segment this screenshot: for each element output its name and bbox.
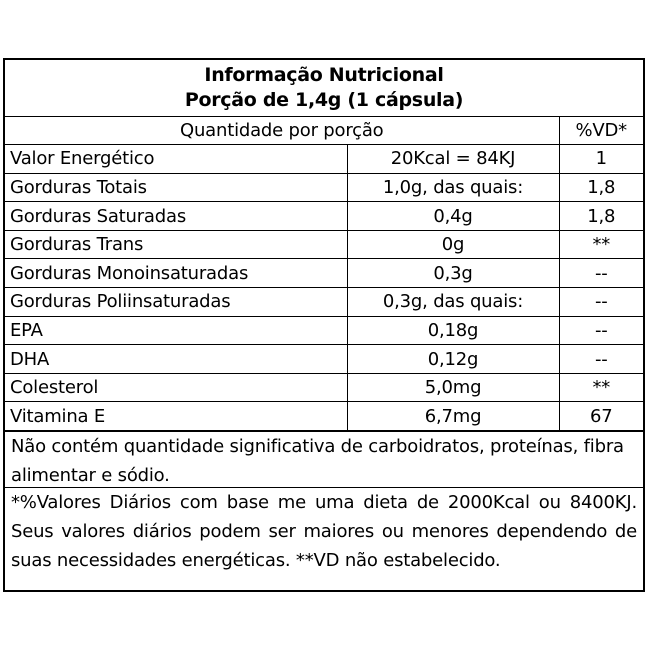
table-row [5,288,643,317]
nutrient-daily-value: ** [559,230,643,259]
nutrient-daily-value: -- [559,288,643,317]
label-header [5,60,643,117]
nutrient-name: Gorduras Poliinsaturadas [5,288,347,317]
table-row [5,230,643,259]
nutrition-table [5,116,643,431]
nutrient-amount: 1,0g, das quais: [347,173,559,202]
nutrient-amount: 5,0mg [347,373,559,402]
nutrient-amount: 0,12g [347,345,559,374]
nutrition-facts-label [3,58,645,592]
nutrient-amount: 0,3g [347,259,559,288]
nutrient-amount: 0,18g [347,316,559,345]
table-row [5,316,643,345]
nutrient-name: Gorduras Trans [5,230,347,259]
nutrient-daily-value: ** [559,373,643,402]
table-row [5,402,643,431]
nutrient-name: DHA [5,345,347,374]
label-title: Informação Nutricional [204,64,444,86]
nutrient-name: Gorduras Totais [5,173,347,202]
serving-size: Porção de 1,4g (1 cápsula) [184,89,464,111]
table-header-row [5,116,643,145]
quantity-header: Quantidade por porção [5,116,559,145]
nutrient-name: EPA [5,316,347,345]
nutrient-name: Valor Energético [5,145,347,174]
nutrient-daily-value: -- [559,316,643,345]
nutrient-amount: 6,7mg [347,402,559,431]
nutrient-daily-value: 1,8 [559,173,643,202]
nutrient-name: Gorduras Saturadas [5,202,347,231]
table-row [5,373,643,402]
nutrient-amount: 0,4g [347,202,559,231]
table-row [5,259,643,288]
nutrient-daily-value: -- [559,345,643,374]
nutrient-daily-value: -- [559,259,643,288]
nutrient-daily-value: 1 [559,145,643,174]
nutrient-daily-value: 1,8 [559,202,643,231]
nutrient-amount: 0,3g, das quais: [347,288,559,317]
nutrient-name: Gorduras Monoinsaturadas [5,259,347,288]
nutrient-name: Vitamina E [5,402,347,431]
not-significant-note: Não contém quantidade significativa de carboidratos, proteínas, fibra alimentar e sódio. [5,431,643,488]
nutrient-amount: 0g [347,230,559,259]
nutrient-amount: 20Kcal = 84KJ [347,145,559,174]
table-row [5,345,643,374]
nutrient-daily-value: 67 [559,402,643,431]
daily-value-header: %VD* [559,116,643,145]
table-row [5,145,643,174]
table-row [5,173,643,202]
nutrient-name: Colesterol [5,373,347,402]
table-row [5,202,643,231]
daily-values-footnote: *%Valores Diários com base me uma dieta de 2000Kcal ou 8400KJ. Seus valores diários podem ser maiores ou menores dependendo de suas necessidades energéticas. **VD não estabelecido. [11,492,637,571]
